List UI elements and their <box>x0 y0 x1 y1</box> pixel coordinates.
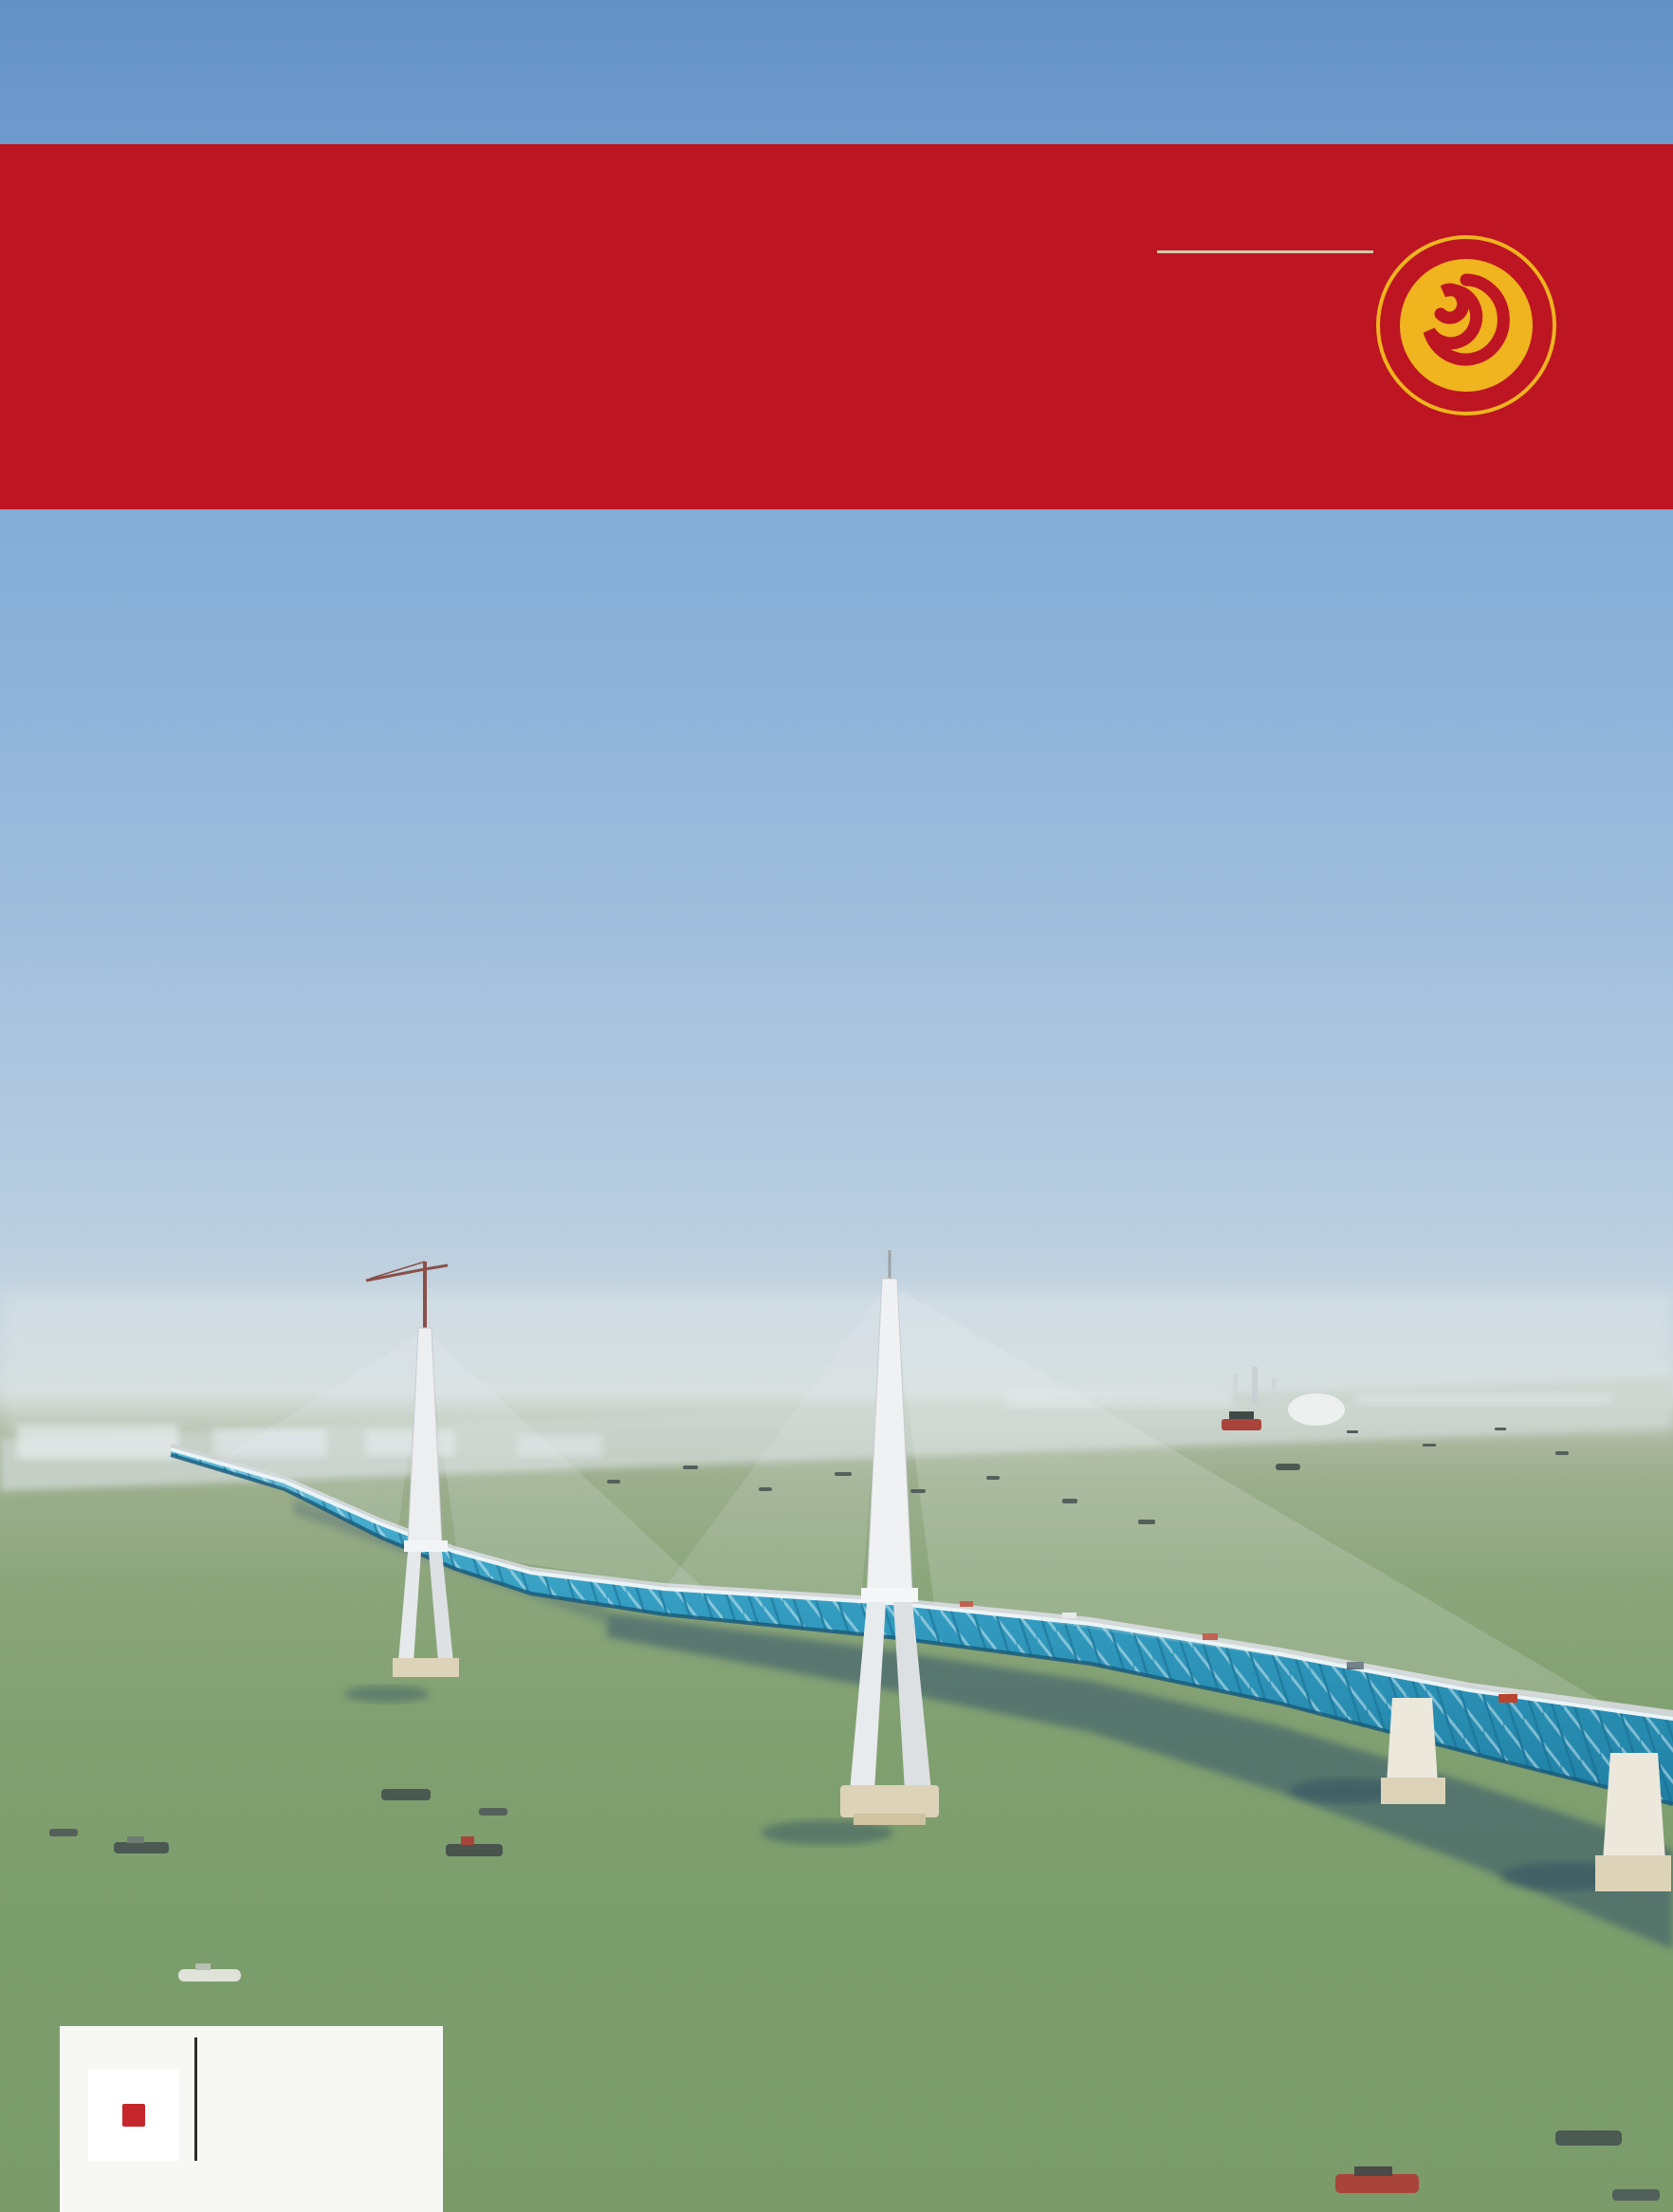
phoenix-emblem <box>1366 212 1574 440</box>
cover-headlines <box>106 704 1529 744</box>
issue-divider <box>1157 250 1373 253</box>
qr-center-logo <box>120 2102 147 2129</box>
ean-barcode <box>215 2068 363 2138</box>
masthead-banner <box>0 144 1673 509</box>
issue-block <box>1155 239 1375 261</box>
box-divider <box>194 2037 197 2161</box>
barcode-addon-bars <box>377 2096 418 2146</box>
wechat-qr-code <box>88 2070 179 2161</box>
issn-barcode-box <box>60 2026 443 2212</box>
